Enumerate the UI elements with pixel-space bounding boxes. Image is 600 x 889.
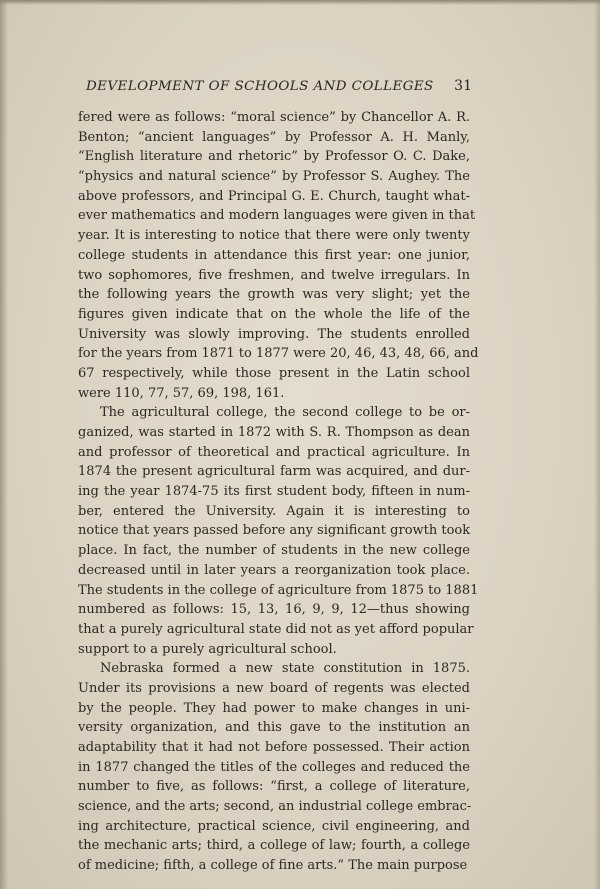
text-line: figures given indicate that on the whole the life of the <box>78 306 470 322</box>
paragraph <box>78 659 470 876</box>
text-line: The agricultural college, the second college to be or- <box>100 405 470 421</box>
page-right-shadow <box>594 0 600 889</box>
text-line: adaptability that it had not before possessed. Their action <box>78 740 470 755</box>
text-line: Nebraska formed a new state constitution in 1875. <box>100 661 470 677</box>
text-line: ing architecture, practical science, civil engineering, and <box>78 818 470 834</box>
text-line: numbered as follows: 15, 13, 16, 9, 9, 12—thus showing <box>78 602 470 618</box>
text-line: that a purely agricultural state did not as yet afford popular <box>78 621 474 637</box>
text-line: for the years from 1871 to 1877 were 20, 46, 43, 48, 66, and <box>78 346 479 362</box>
text-line: decreased until in later years a reorganization took place. <box>78 562 470 578</box>
text-line: ing the year 1874-75 its first student body, fifteen in num- <box>78 484 470 500</box>
text-line: by the people. They had power to make changes in uni- <box>78 700 470 716</box>
text-line: place. In fact, the number of students in the new college <box>78 543 470 559</box>
text-line: ever mathematics and modern languages were given in that <box>78 208 476 224</box>
text-line: Under its provisions a new board of regents was elected <box>78 680 470 696</box>
running-header <box>86 78 472 94</box>
text-line: University was slowly improving. The students enrolled <box>78 326 470 342</box>
text-line: above professors, and Principal G. E. Church, taught what- <box>78 188 470 204</box>
body-text <box>78 108 479 876</box>
text-line: number to five, as follows: “first, a college of literature, <box>78 779 470 795</box>
text-line: “English literature and rhetoric” by Professor O. C. Dake, <box>78 149 470 165</box>
text-line: were 110, 77, 57, 69, 198, 161. <box>78 385 285 401</box>
text-line: year. It is interesting to notice that there were only twenty <box>78 228 470 244</box>
text-line: science, and the arts; second, an industrial college embrac- <box>78 799 472 815</box>
text-line: the following years the growth was very slight; yet the <box>78 287 470 303</box>
running-header-title: DEVELOPMENT OF SCHOOLS AND COLLEGES <box>86 79 434 94</box>
text-line: two sophomores, five freshmen, and twelve irregulars. In <box>78 267 470 283</box>
paragraph <box>78 108 479 403</box>
text-line: versity organization, and this gave to the institution an <box>78 720 470 736</box>
text-line: and professor of theoretical and practical agriculture. In <box>78 444 470 460</box>
text-line: Benton; “ancient languages” by Professor A. H. Manly, <box>78 129 470 145</box>
text-line: The students in the college of agriculture from 1875 to 1881 <box>78 582 479 598</box>
text-line: 67 respectively, while those present in the Latin school <box>78 365 470 381</box>
page-number: 31 <box>454 78 472 94</box>
text-line: college students in attendance this first year: one junior, <box>78 247 470 263</box>
text-line: support to a purely agricultural school. <box>78 641 337 657</box>
text-line: “physics and natural science” by Professor S. Aughey. The <box>78 169 470 185</box>
text-line: 1874 the present agricultural farm was acquired, and dur- <box>78 464 470 480</box>
text-line: of medicine; fifth, a college of fine arts.” The main purpose <box>78 858 468 874</box>
page-left-shadow <box>0 0 8 889</box>
paragraph <box>78 403 479 659</box>
text-line: fered were as follows: “moral science” by Chancellor A. R. <box>78 110 470 125</box>
text-line: notice that years passed before any significant growth took <box>78 523 471 539</box>
text-line: ber, entered the University. Again it is interesting to <box>78 503 470 519</box>
text-line: ganized, was started in 1872 with S. R. Thompson as dean <box>78 425 470 440</box>
text-line: the mechanic arts; third, a college of law; fourth, a college <box>78 838 470 854</box>
text-line: in 1877 changed the titles of the colleges and reduced the <box>78 759 470 775</box>
page-top-shadow <box>0 0 600 5</box>
